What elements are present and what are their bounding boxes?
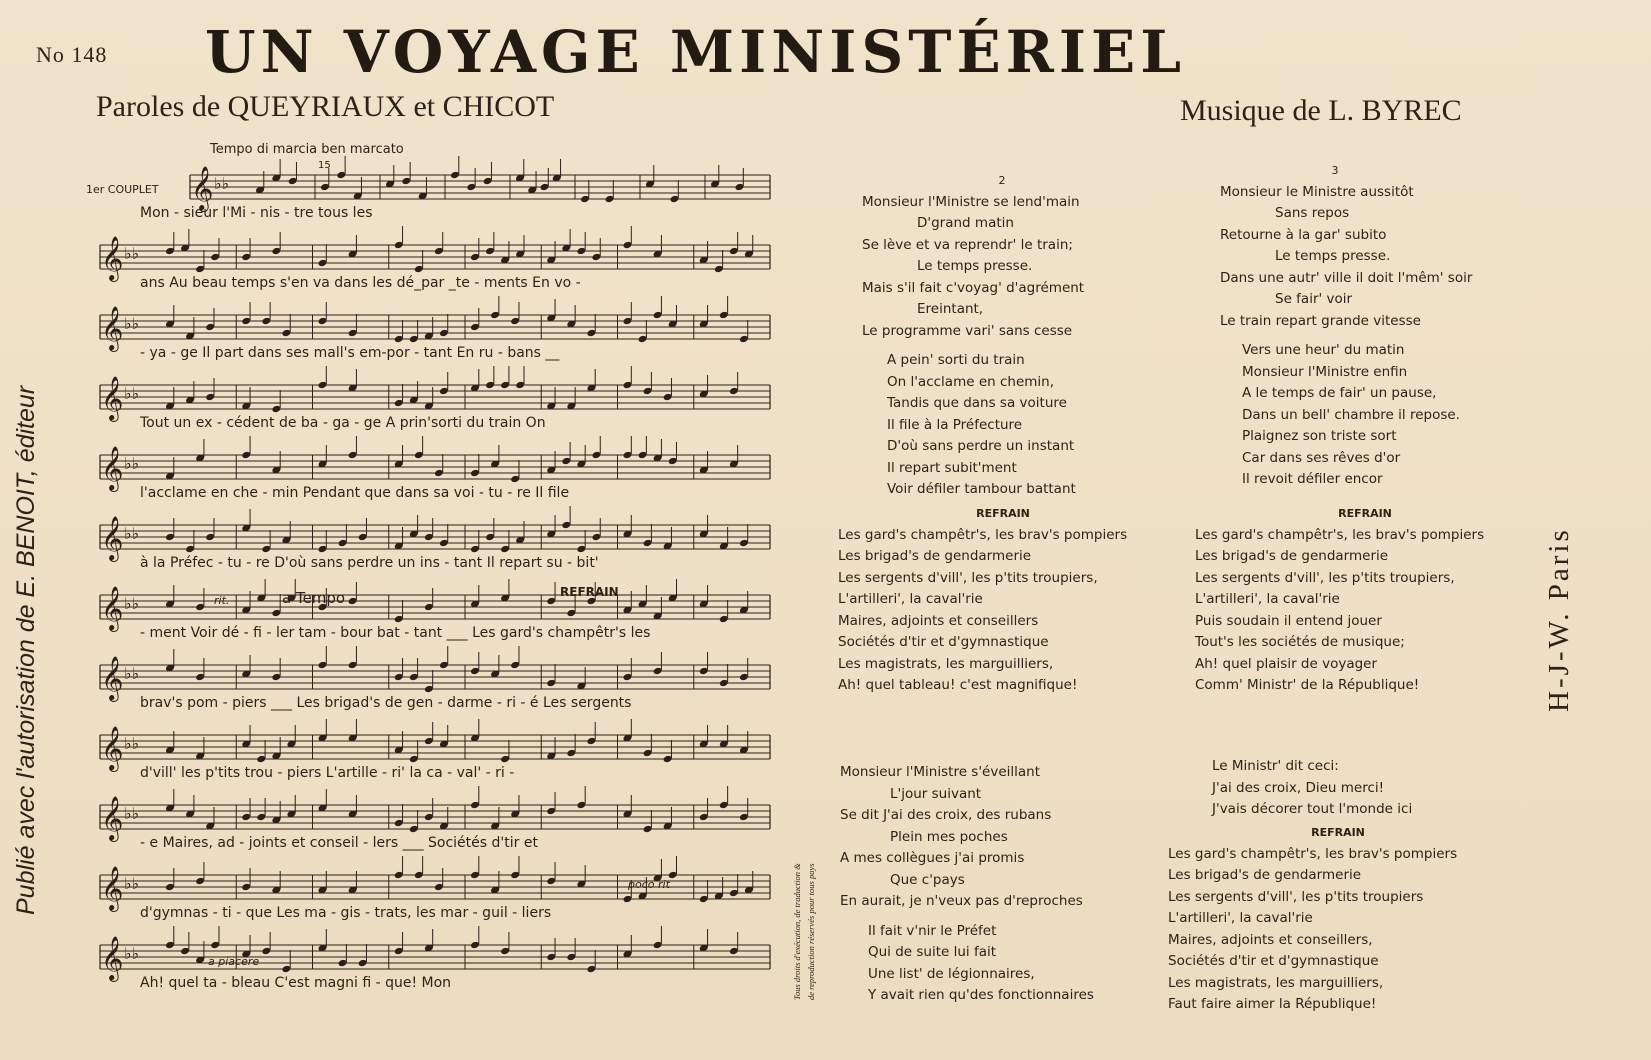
- verse-line: Plaignez son triste sort: [1242, 428, 1397, 444]
- refrain-line: Les brigad's de gendarmerie: [1195, 548, 1389, 564]
- refrain-heading: REFRAIN: [1311, 826, 1365, 839]
- lyric-line: d'gymnas - ti - que Les ma - gis - trats, les mar - guil - liers: [140, 905, 552, 921]
- flat-icon: ♭♭: [124, 594, 140, 613]
- verse-line: Y avait rien qu'des fonctionnaires: [868, 987, 1094, 1003]
- verse-line: Plein mes poches: [890, 828, 1008, 845]
- verse-line: En aurait, je n'veux pas d'reproches: [840, 893, 1083, 909]
- staff-system: [100, 366, 770, 422]
- lyric-line: Ah! quel ta - bleau C'est magni fi - que! Mon: [140, 975, 452, 991]
- refrain-line: Les gard's champêtr's, les brav's pompiers: [1168, 845, 1458, 862]
- verse-line: Se dit J'ai des croix, des rubans: [840, 807, 1052, 823]
- refrain-line: Les magistrats, les marguilliers,: [838, 655, 1054, 672]
- verse-2: [862, 170, 1162, 501]
- refrain-line: Ah! quel plaisir de voyager: [1195, 655, 1378, 672]
- poco-rit-marking: poco rit: [628, 878, 670, 891]
- verse-line: A mes collègues j'ai promis: [840, 850, 1025, 866]
- refrain-line: Comm' Ministr' de la République!: [1195, 677, 1420, 693]
- measure-number: 15: [318, 160, 331, 171]
- staff-system: [100, 926, 770, 982]
- staff-system: [100, 436, 770, 492]
- flat-icon: ♭♭: [124, 244, 140, 263]
- treble-clef-icon: 𝄞: [191, 166, 214, 210]
- refrain-line: Puis soudain il entend jouer: [1195, 612, 1382, 629]
- refrain-line: L'artilleri', la caval'rie: [838, 591, 983, 607]
- verse-line: Voir défiler tambour battant: [887, 481, 1076, 497]
- verse-5: [1212, 756, 1512, 821]
- refrain-line: Sociétés d'tir et d'gymnastique: [1168, 953, 1379, 969]
- flat-icon: ♭♭: [124, 314, 140, 333]
- verse-line: Il fait v'nir le Préfet: [868, 922, 997, 939]
- verse-line: Sans repos: [1275, 205, 1350, 221]
- staff-system: [190, 156, 770, 212]
- verse-line: Mais s'il fait c'voyag' d'agrément: [862, 279, 1085, 296]
- treble-clef-icon: 𝄞: [101, 726, 124, 770]
- verse-line: Une list' de légionnaires,: [868, 965, 1035, 982]
- verse-line: Le temps presse.: [1275, 248, 1391, 264]
- verse-line: Se lève et va reprendr' le train;: [862, 236, 1073, 253]
- flat-icon: ♭♭: [124, 524, 140, 543]
- verse-line: Monsieur l'Ministre s'éveillant: [840, 764, 1041, 780]
- verse-line: Se fair' voir: [1275, 291, 1353, 307]
- treble-clef-icon: 𝄞: [101, 936, 124, 980]
- verse-line: Le temps presse.: [917, 258, 1033, 274]
- staff-system: [100, 296, 770, 352]
- lyric-line: à la Préfec - tu - re D'où sans perdre un ins - tant Il repart su - bit': [140, 555, 599, 571]
- verse-3: [1220, 160, 1550, 491]
- staff-system: [100, 786, 770, 842]
- verse-line: Ereintant,: [917, 301, 984, 317]
- staff-system: [100, 646, 770, 702]
- verse-line: Monsieur l'Ministre enfin: [1242, 363, 1408, 380]
- refrain-line: Les gard's champêtr's, les brav's pompiers: [1195, 526, 1485, 543]
- verse-line: A pein' sorti du train: [887, 352, 1025, 368]
- staff-system: [100, 506, 770, 562]
- refrain-line: Faut faire aimer la République!: [1168, 996, 1377, 1012]
- treble-clef-icon: 𝄞: [101, 586, 124, 630]
- verse-line: On l'acclame en chemin,: [887, 373, 1055, 390]
- treble-clef-icon: 𝄞: [101, 656, 124, 700]
- lyric-line: - e Maires, ad - joints et conseil - lers ___ Sociétés d'tir et: [140, 835, 538, 851]
- refrain-line: L'artilleri', la caval'rie: [1195, 591, 1340, 607]
- flat-icon: ♭♭: [124, 804, 140, 823]
- verse-line: Le Ministr' dit ceci:: [1212, 758, 1339, 774]
- verse-line: Il file à la Préfecture: [887, 416, 1023, 433]
- lyric-line: Tout un ex - cédent de ba - ga - ge A prin'sorti du train On: [140, 415, 546, 431]
- verse-line: Qui de suite lui fait: [868, 944, 997, 960]
- lyric-line: d'vill' les p'tits trou - piers L'artille - ri' la ca - val' - ri -: [140, 765, 515, 781]
- verse-3-refrain: [1195, 503, 1535, 697]
- a-piacere-marking: a piacere: [208, 955, 260, 968]
- lyrics-credit: Paroles de QUEYRIAUX et CHICOT: [96, 90, 555, 123]
- flat-icon: ♭♭: [214, 174, 230, 193]
- rights-notice: [790, 863, 818, 1000]
- flat-icon: ♭♭: [124, 454, 140, 473]
- verse-line: Tandis que dans sa voiture: [887, 395, 1067, 411]
- verse-line: Monsieur le Ministre aussitôt: [1220, 183, 1414, 200]
- publisher-note: Publié avec l'autorisation de E. BENOIT, éditeur: [12, 385, 40, 915]
- verse-line: Il repart subit'ment: [887, 459, 1017, 476]
- refrain-line: Les brigad's de gendarmerie: [838, 548, 1032, 564]
- flat-icon: ♭♭: [124, 874, 140, 893]
- verse-line: D'grand matin: [917, 215, 1014, 231]
- refrain-heading: REFRAIN: [1338, 507, 1392, 520]
- refrain-line: Les magistrats, les marguilliers,: [1168, 974, 1384, 991]
- verse-line: Dans une autr' ville il doit l'mêm' soir: [1220, 269, 1473, 286]
- verse-line: J'ai des croix, Dieu merci!: [1212, 779, 1385, 796]
- song-title: UN VOYAGE MINISTÉRIEL: [205, 18, 1186, 86]
- refrain-line: Tout's les sociétés de musique;: [1195, 634, 1405, 650]
- refrain-line: Sociétés d'tir et d'gymnastique: [838, 634, 1049, 650]
- treble-clef-icon: 𝄞: [101, 516, 124, 560]
- treble-clef-icon: 𝄞: [101, 446, 124, 490]
- verse-line: D'où sans perdre un instant: [887, 438, 1075, 454]
- lyric-line: Mon - sieur l'Mi - nis - tre tous les: [140, 205, 373, 221]
- refrain-line: Les sergents d'vill', les p'tits troupiers,: [1195, 569, 1455, 586]
- refrain-line: Maires, adjoints et conseillers,: [1168, 931, 1373, 948]
- staff-system: [100, 226, 770, 282]
- verse-line: L'jour suivant: [890, 785, 982, 802]
- lyric-line: - ment Voir dé - fi - ler tam - bour bat - tant ___ Les gard's champêtr's les: [140, 625, 651, 641]
- sheet-number: No 148: [36, 42, 108, 67]
- refrain-marking: REFRAIN: [560, 585, 619, 599]
- flat-icon: ♭♭: [124, 384, 140, 403]
- treble-clef-icon: 𝄞: [101, 236, 124, 280]
- treble-clef-icon: 𝄞: [101, 866, 124, 910]
- treble-clef-icon: 𝄞: [101, 306, 124, 350]
- treble-clef-icon: 𝄞: [101, 376, 124, 420]
- refrain-line: Les sergents d'vill', les p'tits troupiers,: [838, 569, 1098, 586]
- verse-number: 2: [998, 174, 1006, 187]
- verse-line: Dans un bell' chambre il repose.: [1242, 406, 1460, 423]
- couplet-label: 1er COUPLET: [86, 183, 159, 196]
- rights-line: Tous droits d'exécution, de traduction &: [792, 863, 802, 1000]
- tempo-marking: Tempo di marcia ben marcato: [210, 142, 404, 157]
- verse-line: Que c'pays: [890, 871, 965, 888]
- verse-line: Le programme vari' sans cesse: [862, 322, 1073, 339]
- refrain-line: Ah! quel tableau! c'est magnifique!: [838, 677, 1078, 693]
- lyric-line: ans Au beau temps s'en va dans les dé_par _te - ments En vo -: [140, 275, 581, 291]
- flat-icon: ♭♭: [124, 664, 140, 683]
- refrain-heading: REFRAIN: [976, 507, 1030, 520]
- a-tempo-marking: a Tempo: [282, 589, 346, 607]
- verse-line: J'vais décorer tout l'monde ici: [1212, 801, 1413, 817]
- verse-2-refrain: [838, 503, 1168, 697]
- verse-line: Car dans ses rêves d'or: [1242, 449, 1401, 466]
- rights-line: de reproduction réservés pour tous pays: [806, 863, 816, 1000]
- music-score: [0, 0, 790, 1060]
- refrain-line: Les sergents d'vill', les p'tits troupiers: [1168, 888, 1424, 905]
- lyric-line: brav's pom - piers ___ Les brigad's de gen - darme - ri - é Les sergents: [140, 695, 632, 711]
- flat-icon: ♭♭: [124, 734, 140, 753]
- verse-line: Monsieur l'Ministre se lend'main: [862, 193, 1080, 210]
- rit-marking: rit.: [214, 594, 230, 607]
- verse-line: Le train repart grande vitesse: [1220, 312, 1421, 329]
- verse-line: Il revoit défiler encor: [1242, 471, 1383, 487]
- refrain-line: Les brigad's de gendarmerie: [1168, 867, 1362, 883]
- lyric-line: l'acclame en che - min Pendant que dans sa voi - tu - re Il file: [140, 485, 570, 501]
- treble-clef-icon: 𝄞: [101, 796, 124, 840]
- verse-5-refrain: [1168, 822, 1508, 1016]
- refrain-line: L'artilleri', la caval'rie: [1168, 910, 1313, 926]
- flat-icon: ♭♭: [124, 944, 140, 963]
- refrain-line: Les gard's champêtr's, les brav's pompiers: [838, 526, 1128, 543]
- verse-4: [840, 762, 1160, 1007]
- verse-line: Vers une heur' du matin: [1242, 342, 1405, 358]
- verse-line: A le temps de fair' un pause,: [1242, 385, 1437, 401]
- refrain-line: Maires, adjoints et conseillers: [838, 612, 1039, 629]
- printer-mark: H-J-W. Paris: [1543, 527, 1575, 712]
- lyric-line: - ya - ge Il part dans ses mall's em-por - tant En ru - bans __: [140, 345, 560, 361]
- verse-line: Retourne à la gar' subito: [1220, 226, 1387, 243]
- verse-number: 3: [1331, 164, 1339, 177]
- music-credit: Musique de L. BYREC: [1180, 94, 1462, 127]
